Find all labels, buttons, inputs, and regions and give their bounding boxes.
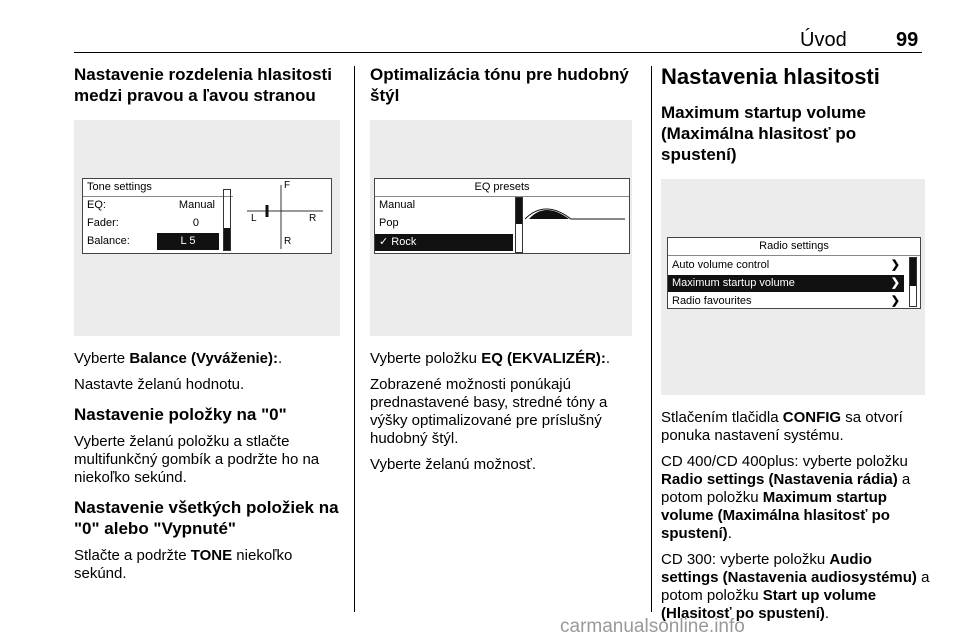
paragraph: Vyberte položku EQ (EKVALIZÉR):. (370, 350, 611, 367)
left-label: L (251, 213, 257, 224)
radio-settings-screen (667, 237, 921, 309)
eq-presets-screen (374, 178, 630, 254)
screen-title: Tone settings (87, 181, 152, 193)
eq-presets-screenshot (370, 120, 632, 336)
scrollbar (515, 197, 523, 253)
column-2 (370, 64, 640, 474)
preset-item-selected: ✓ Rock (375, 234, 513, 251)
heading-reset-all: Nastavenie všetkých položiek na "0" alebo "Vypnuté" (74, 498, 339, 538)
column-1 (74, 64, 344, 583)
balance-row: Balance: L 5 (87, 233, 219, 250)
paragraph: Nastavte želanú hodnotu. (74, 376, 245, 393)
balance-value: L 5 (157, 233, 219, 250)
heading-reset-item: Nastavenie položky na "0" (74, 405, 287, 424)
heading-eq: Optimalizácia tónu pre hudobný štýl (370, 65, 629, 105)
scrollbar (909, 257, 917, 307)
paragraph: CD 400/CD 400plus: vyberte položku Radio settings (Nastavenia rádia) a potom položku Maximum startup volume (Maximálna hlasitosť po spustení). (661, 453, 911, 542)
chevron-right-icon: ❯ (890, 277, 900, 289)
paragraph: Vyberte Balance (Vyváženie):. (74, 350, 283, 367)
paragraph: Zobrazené možnosti ponúkajú prednastavené basy, stredné tóny a výšky optimalizované pre príslušný hudobný štýl. (370, 376, 608, 447)
column-divider (354, 66, 355, 612)
column-divider (651, 66, 652, 612)
tone-settings-screen (82, 178, 332, 254)
heading-volume-settings: Nastavenia hlasitosti (661, 64, 880, 89)
column-3 (661, 64, 931, 623)
header-rule (74, 52, 922, 53)
eq-curve (525, 197, 625, 251)
paragraph: Stlačte a podržte TONE niekoľko sekúnd. (74, 547, 293, 582)
paragraph: Vyberte želanú možnosť. (370, 456, 536, 473)
front-label: F (284, 180, 291, 191)
fader-row: Fader: 0 (87, 217, 199, 229)
screen-title: EQ presets (474, 181, 530, 193)
paragraph: Vyberte želanú položku a stlačte multifunkčný gombík a podržte ho na niekoľko sekúnd. (74, 433, 320, 486)
tone-settings-screenshot (74, 120, 340, 336)
preset-item: Pop (379, 217, 399, 229)
heading-balance: Nastavenie rozdelenia hlasitosti medzi pravou a ľavou stranou (74, 65, 332, 105)
subheading-startup-volume: Maximum startup volume (Maximálna hlasitosť po spustení) (661, 103, 866, 164)
radio-settings-screenshot (661, 179, 925, 395)
page-number: 99 (896, 29, 919, 51)
screen-title: Radio settings (759, 240, 829, 252)
eq-row: EQ: Manual (87, 199, 215, 211)
paragraph: Stlačením tlačidla CONFIG sa otvorí ponuka nastavení systému. (661, 409, 903, 444)
chevron-right-icon: ❯ (890, 295, 900, 307)
settings-item: Radio favourites ❯ (672, 293, 900, 310)
right-label: R (309, 213, 317, 224)
paragraph: CD 300: vyberte položku Audio settings (Nastavenia audiosystému) a potom položku Start up volume (Hlasitosť po spustení). (661, 551, 930, 622)
section-title: Úvod (800, 29, 847, 51)
settings-item: Auto volume control ❯ (672, 257, 900, 274)
preset-item: Manual (379, 199, 416, 211)
page-header (0, 0, 960, 52)
watermark: carmanualsonline.info (560, 616, 745, 637)
settings-item-selected: Maximum startup volume ❯ (668, 275, 904, 292)
scrollbar (223, 189, 231, 251)
chevron-right-icon: ❯ (890, 259, 900, 271)
rear-label: R (284, 236, 292, 247)
